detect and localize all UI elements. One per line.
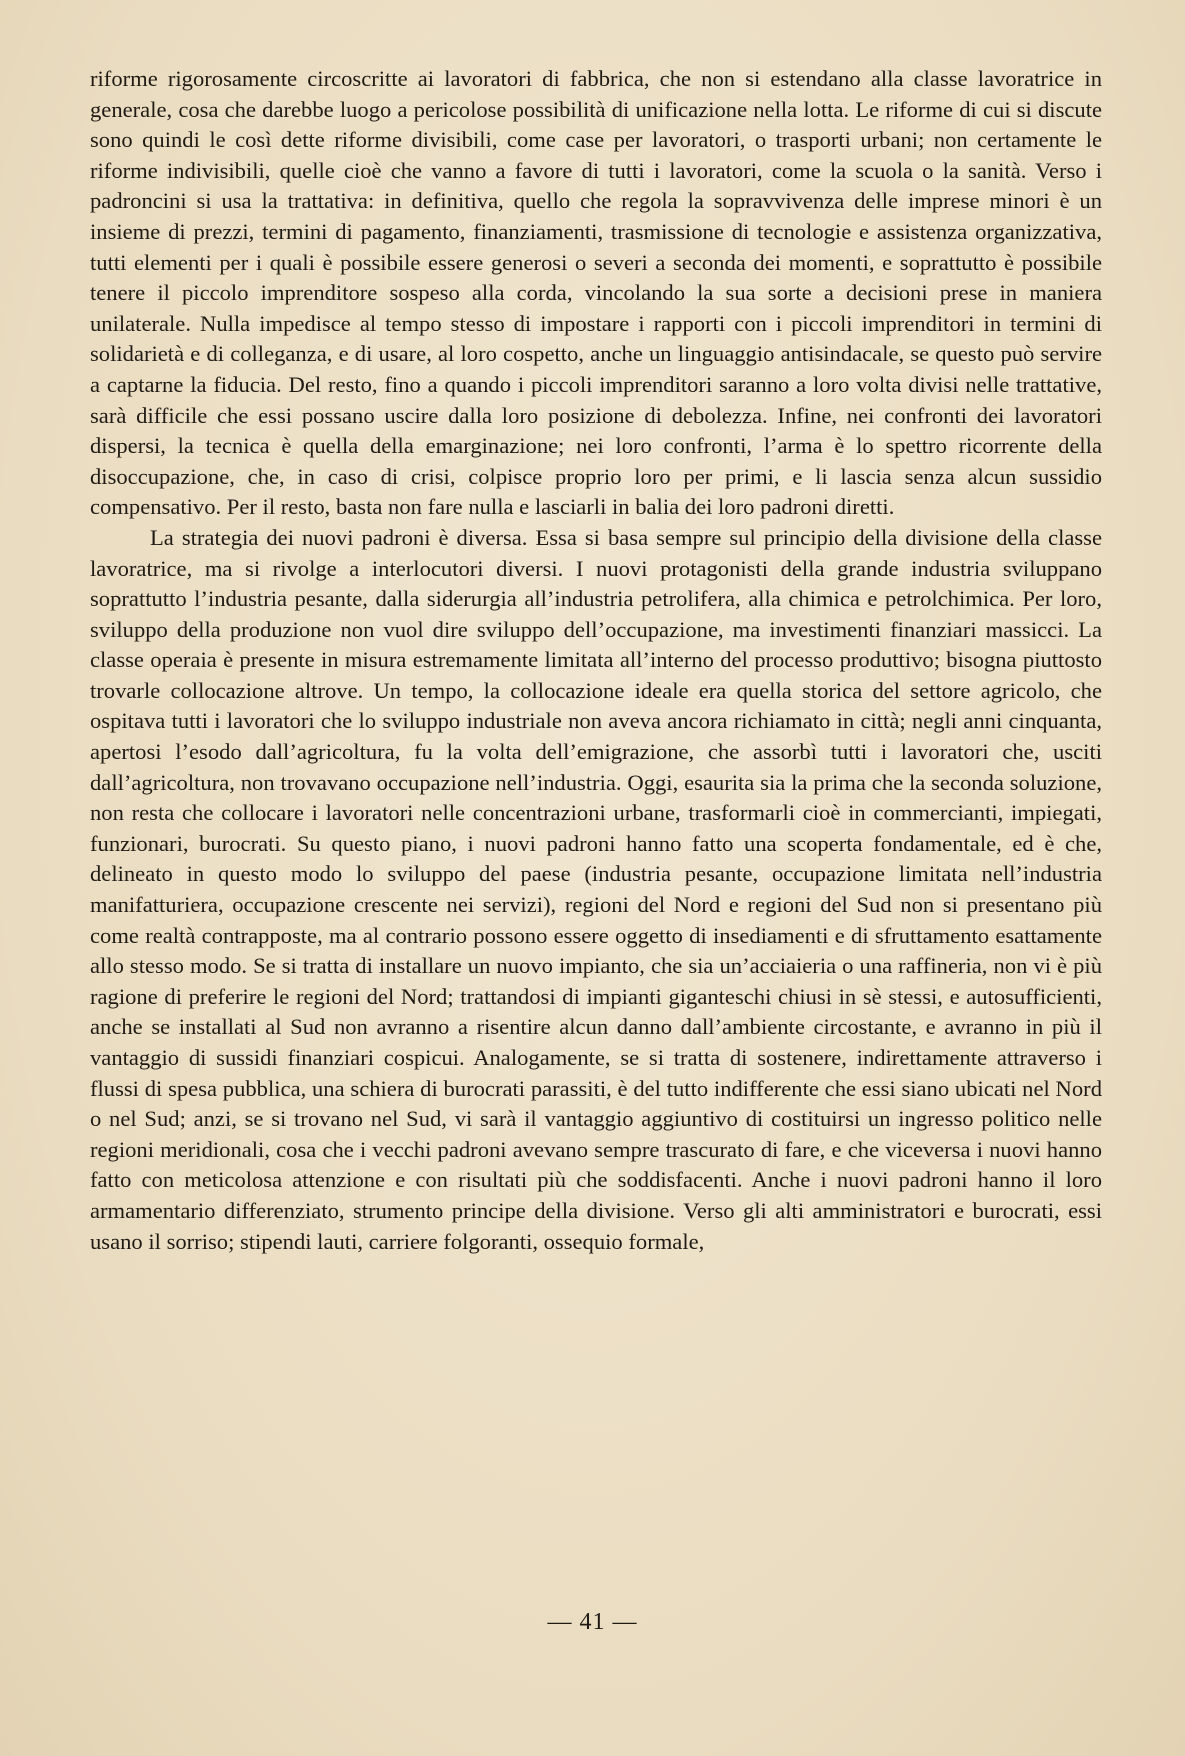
- body-text: [90, 64, 1102, 1257]
- paragraph-1: riforme rigorosamente circoscritte ai lavoratori di fabbrica, che non si estendano alla classe lavoratrice in generale, cosa che darebbe luogo a pericolose possibilità di unificazione nella lotta. Le riforme di cui si discute sono quindi le così dette riforme divisibili, come case per lavoratori, o trasporti urbani; non certamente le riforme indivisibili, quelle cioè che vanno a favore di tutti i lavoratori, come la scuola o la sanità. Verso i padroncini si usa la trattativa: in definitiva, quello che regola la sopravvivenza delle imprese minori è un insieme di prezzi, termini di pagamento, finanziamenti, trasmissione di tecnologie e assistenza organizzativa, tutti elementi per i quali è possibile essere generosi o severi a seconda dei momenti, e soprattutto è possibile tenere il piccolo imprenditore sospeso alla corda, vincolando la sua sorte a decisioni prese in maniera unilaterale. Nulla impedisce al tempo stesso di impostare i rapporti con i piccoli imprenditori in termini di solidarietà e di colleganza, e di usare, al loro cospetto, anche un linguaggio antisindacale, se questo può servire a captarne la fiducia. Del resto, fino a quando i piccoli imprenditori saranno a loro volta divisi nelle trattative, sarà difficile che essi possano uscire dalla loro posizione di debolezza. Infine, nei confronti dei lavoratori dispersi, la tecnica è quella della emarginazione; nei loro confronti, l’arma è lo spettro ricorrente della disoccupazione, che, in caso di crisi, colpisce proprio loro per primi, e li lascia senza alcun sussidio compensativo. Per il resto, basta non fare nulla e lasciarli in balia dei loro padroni diretti.: [90, 66, 1102, 520]
- page-number: — 41 —: [547, 1609, 638, 1635]
- paragraph-2: La strategia dei nuovi padroni è diversa. Essa si basa sempre sul principio della divisione della classe lavoratrice, ma si rivolge a interlocutori diversi. I nuovi protagonisti della grande industria sviluppano soprattutto l’industria pesante, dalla siderurgia all’industria petrolifera, alla chimica e petrolchimica. Per loro, sviluppo della produzione non vuol dire sviluppo dell’occupazione, ma investimenti finanziari massicci. La classe operaia è presente in misura estremamente limitata all’interno del processo produttivo; bisogna piuttosto trovarle collocazione altrove. Un tempo, la collocazione ideale era quella storica del settore agricolo, che ospitava tutti i lavoratori che lo sviluppo industriale non aveva ancora richiamato in città; negli anni cinquanta, apertosi l’esodo dall’agricoltura, fu la volta dell’emigrazione, che assorbì tutti i lavoratori che, usciti dall’agricoltura, non trovavano occupazione nell’industria. Oggi, esaurita sia la prima che la seconda soluzione, non resta che collocare i lavoratori nelle concentrazioni urbane, trasformarli cioè in commercianti, impiegati, funzionari, burocrati. Su questo piano, i nuovi padroni hanno fatto una scoperta fondamentale, ed è che, delineato in questo modo lo sviluppo del paese (industria pesante, occupazione limitata nell’industria manifatturiera, occupazione crescente nei servizi), regioni del Nord e regioni del Sud non si presentano più come realtà contrapposte, ma al contrario possono essere oggetto di insediamenti e di sfruttamento esattamente allo stesso modo. Se si tratta di installare un nuovo impianto, che sia un’acciaieria o una raffineria, non vi è più ragione di preferire le regioni del Nord; trattandosi di impianti giganteschi chiusi in sè stessi, e autosufficienti, anche se installati al Sud non avranno a risentire alcun danno dall’ambiente circostante, e avranno in più il vantaggio di sussidi finanziari cospicui. Analogamente, se si tratta di sostenere, indirettamente attraverso i flussi di spesa pubblica, una schiera di burocrati parassiti, è del tutto indifferente che essi siano ubicati nel Nord o nel Sud; anzi, se si trovano nel Sud, vi sarà il vantaggio aggiuntivo di costituirsi un ingresso politico nelle regioni meridionali, cosa che i vecchi padroni avevano sempre trascurato di fare, e che viceversa i nuovi hanno fatto con meticolosa attenzione e con risultati più che soddisfacenti. Anche i nuovi padroni hanno il loro armamentario differenziato, strumento principe della divisione. Verso gli alti amministratori e burocrati, essi usano il sorriso; stipendi lauti, carriere folgoranti, ossequio formale,: [90, 524, 1102, 1254]
